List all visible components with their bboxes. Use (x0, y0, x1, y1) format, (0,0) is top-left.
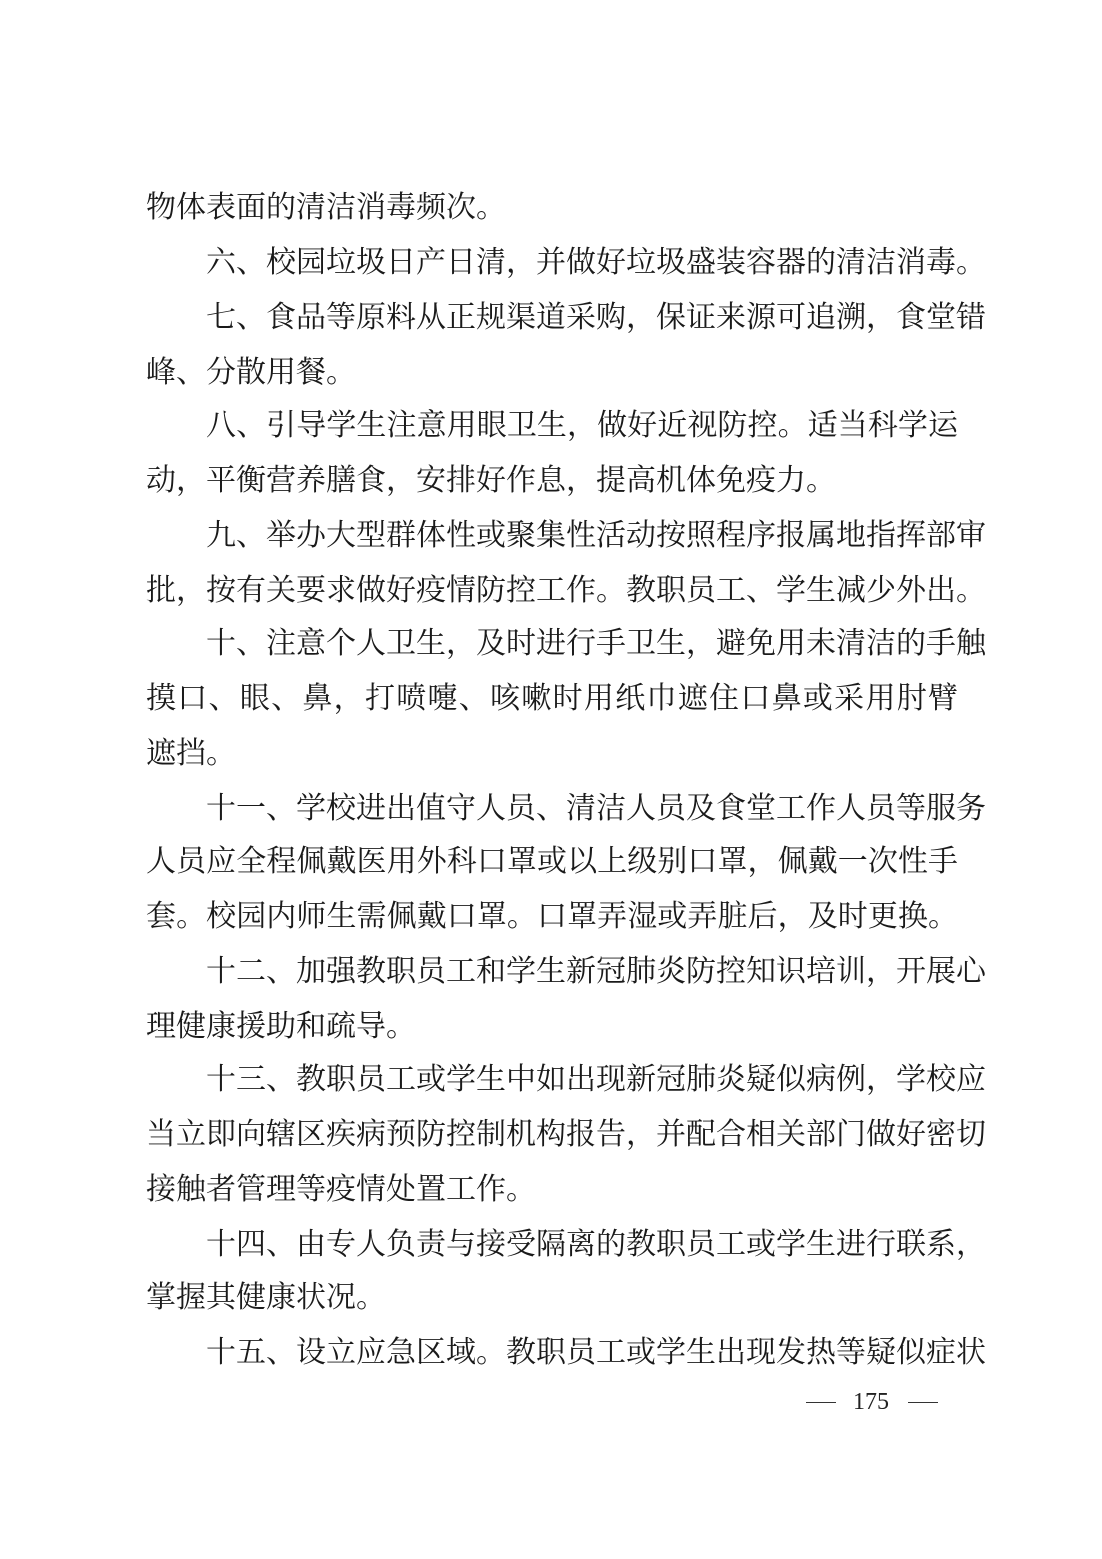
text-line: 人员应全程佩戴医用外科口罩或以上级别口罩，佩戴一次性手 (146, 844, 958, 879)
text-line: 峰、分散用餐。 (146, 355, 356, 390)
page-number-dash-left (806, 1402, 836, 1403)
text-line: 十三、教职员工或学生中如出现新冠肺炎疑似病例，学校应 (206, 1062, 986, 1097)
page-number-dash-right (908, 1402, 938, 1403)
text-line: 摸口、眼、鼻，打喷嚏、咳嗽时用纸巾遮住口鼻或采用肘臂 (146, 681, 958, 716)
text-line: 十四、由专人负责与接受隔离的教职员工或学生进行联系， (206, 1227, 986, 1262)
text-line: 十五、设立应急区域。教职员工或学生出现发热等疑似症状 (206, 1335, 986, 1370)
text-line: 接触者管理等疫情处置工作。 (146, 1172, 536, 1207)
page-number (0, 1382, 1102, 1422)
text-line: 动，平衡营养膳食，安排好作息，提高机体免疫力。 (146, 463, 836, 498)
text-line: 十一、学校进出值守人员、清洁人员及食堂工作人员等服务 (206, 791, 986, 826)
text-line: 批，按有关要求做好疫情防控工作。教职员工、学生减少外出。 (146, 573, 986, 608)
text-line: 遮挡。 (146, 736, 236, 771)
text-line: 七、食品等原料从正规渠道采购，保证来源可追溯，食堂错 (206, 300, 986, 335)
text-line: 物体表面的清洁消毒频次。 (146, 190, 506, 225)
text-line: 九、举办大型群体性或聚集性活动按照程序报属地指挥部审 (206, 518, 986, 553)
text-line: 十二、加强教职员工和学生新冠肺炎防控知识培训，开展心 (206, 954, 986, 989)
text-line: 十、注意个人卫生，及时进行手卫生，避免用未清洁的手触 (206, 626, 986, 661)
text-line: 当立即向辖区疾病预防控制机构报告，并配合相关部门做好密切 (146, 1117, 986, 1152)
text-line: 八、引导学生注意用眼卫生，做好近视防控。适当科学运 (206, 408, 958, 443)
text-line: 理健康援助和疏导。 (146, 1009, 416, 1044)
text-line: 六、校园垃圾日产日清，并做好垃圾盛装容器的清洁消毒。 (206, 245, 986, 280)
page-number-value: 175 (853, 1389, 889, 1415)
text-line: 掌握其健康状况。 (146, 1280, 386, 1315)
text-line: 套。校园内师生需佩戴口罩。口罩弄湿或弄脏后，及时更换。 (146, 899, 958, 934)
